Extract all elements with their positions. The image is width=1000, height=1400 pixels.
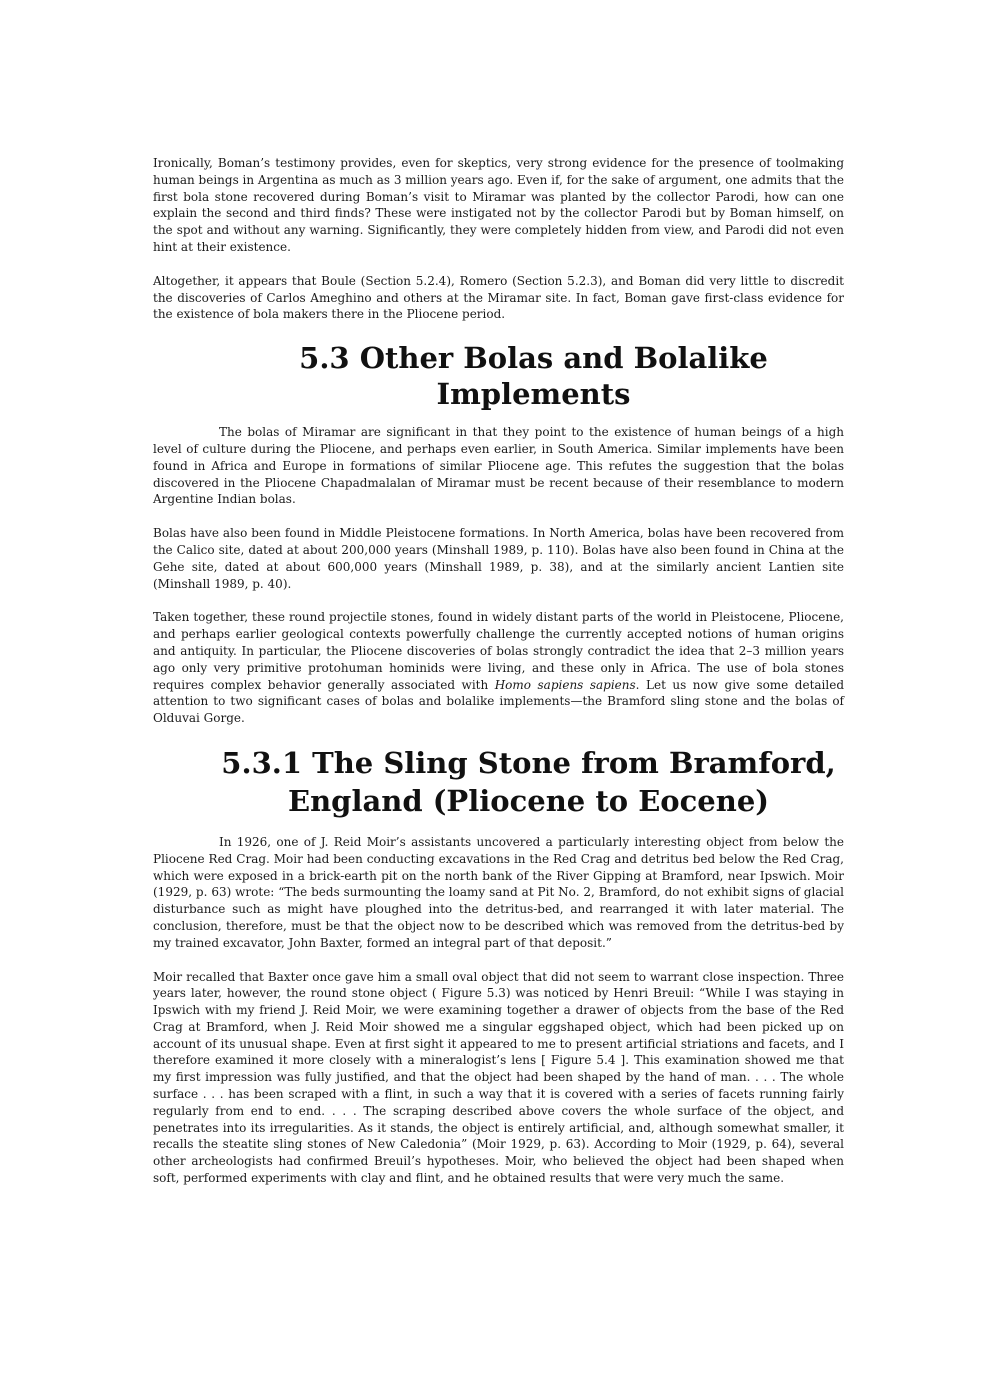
paragraph-altogether: Altogether, it appears that Boule (Section 5.2.4), Romero (Section 5.2.3), and Boman did very little to discredit the discoveries of Carlos Ameghino and others at the Miramar site. In fact, Boman gave first-class evidence for the existence of bola makers there in the Pliocene period. [153,273,844,322]
paragraph-taken-together-before: Taken together, these round projectile stones, found in widely distant parts of the world in Pleistocene, Pliocene, and perhaps earlier geological contexts powerfully challenge the currently accepted notions of human origins and antiquity. In particular, the Pliocene discoveries of bolas strongly contradict the idea that 2–3 million years ago only very primitive protohuman hominids were living, and these only in Africa. The use of bola stones requires complex behavior generally associated with [153,610,844,692]
species-name: Homo sapiens sapiens [494,677,636,692]
section-heading-5-3-1 [153,744,844,820]
heading-line-1: 5.3.1 The Sling Stone from Bramford, [221,745,836,780]
section-heading-5-3: 5.3 Other Bolas and Bolalike Implements [299,341,768,412]
paragraph-bolas-miramar: The bolas of Miramar are significant in that they point to the existence of human beings of a high level of culture during the Pliocene, and perhaps even earlier, in South America. Similar implements have been found in Africa and Europe in formations of similar Pliocene age. This refutes the suggestion that the bolas discovered in the Pliocene Chapadmalalan of Miramar must be recent because of their resemblance to modern Argentine Indian bolas. [153,425,844,507]
heading-line-2: England (Pliocene to Eocene) [287,783,770,818]
paragraph-breuil: Moir recalled that Baxter once gave him a small oval object that did not seem to warrant close inspection. Three years later, however, the round stone object ( Figure 5.3) was noticed by Henri Breuil: “While I was staying in Ipswich with my friend J. Reid Moir, we were examining together a drawer of objects from the base of the Red Crag at Bramford, when J. Reid Moir showed me a singular eggshaped object, which had been picked up on account of its unusual shape. Even at first sight it appeared to me to present artificial striations and facets, and I therefore examined it more closely with a mineralogist’s lens [ Figure 5.4 ]. This examination showed me that my first impression was fully justified, and that the object had been shaped by the hand of man. . . . The whole surface . . . has been scraped with a flint, in such a way that it is covered with a series of facets running fairly regularly from end to end. . . . The scraping described above covers the whole surface of the object, and penetrates into its irregularities. As it stands, the object is entirely artificial, and, although somewhat smaller, it recalls the steatite sling stones of New Caledonia” (Moir 1929, p. 63). According to Moir (1929, p. 64), several other archeologists had confirmed Breuil’s hypotheses. Moir, who believed the object had been shaped when soft, performed experiments with clay and flint, and he obtained results that were very much the same. [153,969,844,1186]
document-page [153,155,844,1204]
paragraph-moir-1926: In 1926, one of J. Reid Moir’s assistants uncovered a particularly interesting object from below the Pliocene Red Crag. Moir had been conducting excavations in the Red Crag and detritus bed below the Red Crag, which were exposed in a brick-earth pit on the north bank of the River Gipping at Bramford, near Ipswich. Moir (1929, p. 63) wrote: “The beds surmounting the loamy sand at Pit No. 2, Bramford, do not exhibit signs of glacial disturbance such as might have ploughed into the detritus-bed, and rearranged it with later material. The conclusion, therefore, must be that the object now to be described which was removed from the detritus-bed by my trained excavator, John Baxter, formed an integral part of that deposit.” [153,834,844,950]
paragraph-boman-testimony: Ironically, Boman’s testimony provides, even for skeptics, very strong evidence for the presence of toolmaking human beings in Argentina as much as 3 million years ago. Even if, for the sake of argument, one admits that the first bola stone recovered during Boman’s visit to Miramar was planted by the collector Parodi, how can one explain the second and third finds? These were instigated not by the collector Parodi but by Boman himself, on the spot and without any warning. Significantly, they were completely hidden from view, and Parodi did not even hint at their existence. [153,156,844,254]
paragraph-middle-pleistocene: Bolas have also been found in Middle Pleistocene formations. In North America, bolas have been recovered from the Calico site, dated at about 200,000 years (Minshall 1989, p. 110). Bolas have also been found in China at the Gehe site, dated at about 600,000 years (Minshall 1989, p. 38), and at the similarly ancient Lantien site (Minshall 1989, p. 40). [153,526,844,591]
paragraph-taken-together [153,609,844,727]
paragraph-taken-together-after: . Let us now give some detailed attention to two significant cases of bolas and bolalike implements—the Bramford sling stone and the bolas of Olduvai Gorge. [153,677,845,726]
